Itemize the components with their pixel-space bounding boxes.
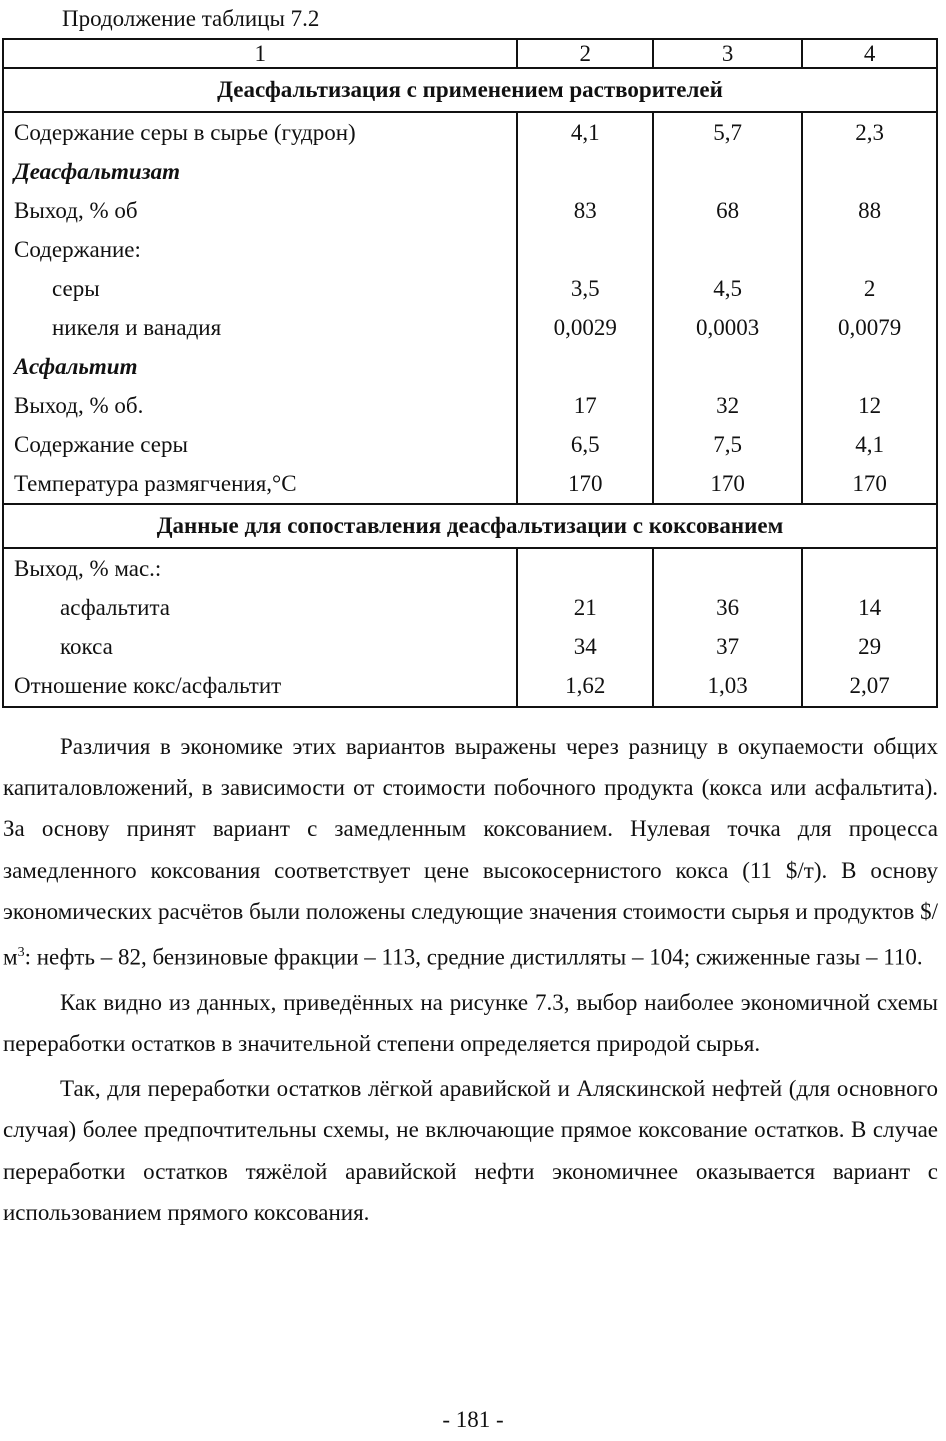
value-cell	[653, 152, 802, 191]
table-row	[3, 269, 937, 308]
value-cell	[517, 347, 653, 386]
value-cell: 34	[517, 627, 653, 666]
row-label: Содержание:	[3, 230, 517, 269]
value-cell	[802, 230, 937, 269]
paragraph-1	[3, 726, 938, 978]
row-label: асфальтита	[3, 588, 517, 627]
value-cell	[653, 230, 802, 269]
paragraph-2: Как видно из данных, приведённых на рисунке 7.3, выбор наиболее экономичной схемы переработки остатков в значительной степени определяется природой сырья.	[3, 989, 938, 1057]
header-cell: 1	[3, 39, 517, 68]
section2-body	[3, 548, 937, 707]
section-title-row	[3, 68, 937, 112]
value-cell: 2	[802, 269, 937, 308]
paragraph-1-text: Различия в экономике этих вариантов выражены через разницу в окупаемости общих капиталовложений, в зависимости от стоимости побочного продукта (кокса или асфальтита). За основу принят вариант с замедленным коксованием. Нулевая точка для процесса замедленного коксования соответствует цене высокосернистого кокса (11 $/т). В основу экономических расчётов были положены следующие значения стоимости сырья и продуктов $/м	[3, 734, 938, 970]
table-row	[3, 588, 937, 627]
table-row	[3, 191, 937, 230]
value-cell: 68	[653, 191, 802, 230]
table-row	[3, 464, 937, 504]
value-cell: 5,7	[653, 112, 802, 152]
row-label: Выход, % об	[3, 191, 517, 230]
value-cell: 12	[802, 386, 937, 425]
value-cell: 6,5	[517, 425, 653, 464]
value-cell	[517, 152, 653, 191]
value-cell: 4,1	[517, 112, 653, 152]
row-label: Асфальтит	[3, 347, 517, 386]
row-label: никеля и ванадия	[3, 308, 517, 347]
value-cell: 2,07	[802, 666, 937, 707]
value-cell	[653, 548, 802, 588]
table-row	[3, 666, 937, 707]
value-cell	[802, 152, 937, 191]
section1-body	[3, 112, 937, 504]
row-label: Температура размягчения,°С	[3, 464, 517, 504]
table-row	[3, 347, 937, 386]
table-row	[3, 112, 937, 152]
value-cell: 170	[517, 464, 653, 504]
value-cell: 0,0003	[653, 308, 802, 347]
value-cell: 32	[653, 386, 802, 425]
value-cell: 36	[653, 588, 802, 627]
row-label: Выход, % об.	[3, 386, 517, 425]
table-row	[3, 386, 937, 425]
table-row	[3, 308, 937, 347]
value-cell: 0,0029	[517, 308, 653, 347]
table-row	[3, 152, 937, 191]
value-cell	[517, 230, 653, 269]
row-label: Содержание серы	[3, 425, 517, 464]
header-cell: 3	[653, 39, 802, 68]
table-row	[3, 548, 937, 588]
table-header-row	[3, 39, 937, 68]
section-title: Данные для сопоставления деасфальтизации с коксованием	[3, 504, 937, 548]
value-cell: 83	[517, 191, 653, 230]
value-cell: 37	[653, 627, 802, 666]
row-label: Содержание серы в сырье (гудрон)	[3, 112, 517, 152]
body-text	[3, 726, 938, 1237]
row-label: кокса	[3, 627, 517, 666]
paragraph-3: Так, для переработки остатков лёгкой аравийской и Аляскинской нефтей (для основного случая) более предпочтительны схемы, не включающие прямое коксование остатков. В случае переработки остатков тяжёлой аравийской нефти экономичнее оказывается вариант с использованием прямого коксования.	[3, 1076, 938, 1225]
value-cell: 7,5	[653, 425, 802, 464]
value-cell: 29	[802, 627, 937, 666]
superscript: 3	[17, 945, 25, 961]
paragraph-1-text-end: : нефть – 82, бензиновые фракции – 113, средние дистилляты – 104; сжиженные газы – 110.	[24, 944, 923, 970]
value-cell	[802, 347, 937, 386]
value-cell: 170	[653, 464, 802, 504]
table-row	[3, 425, 937, 464]
value-cell: 2,3	[802, 112, 937, 152]
value-cell: 1,03	[653, 666, 802, 707]
value-cell: 0,0079	[802, 308, 937, 347]
value-cell	[802, 548, 937, 588]
section-title: Деасфальтизация с применением растворителей	[3, 68, 937, 112]
table-row	[3, 230, 937, 269]
value-cell	[653, 347, 802, 386]
value-cell	[517, 548, 653, 588]
table-caption: Продолжение таблицы 7.2	[62, 6, 320, 31]
page-number: - 181 -	[442, 1407, 504, 1432]
value-cell: 4,1	[802, 425, 937, 464]
value-cell: 14	[802, 588, 937, 627]
section-title-row	[3, 504, 937, 548]
row-label: Выход, % мас.:	[3, 548, 517, 588]
data-table	[2, 38, 938, 708]
row-label: Деасфальтизат	[3, 152, 517, 191]
header-cell: 4	[802, 39, 937, 68]
table-row	[3, 627, 937, 666]
value-cell: 21	[517, 588, 653, 627]
row-label: серы	[3, 269, 517, 308]
value-cell: 4,5	[653, 269, 802, 308]
row-label: Отношение кокс/асфальтит	[3, 666, 517, 707]
value-cell: 170	[802, 464, 937, 504]
value-cell: 17	[517, 386, 653, 425]
value-cell: 1,62	[517, 666, 653, 707]
value-cell: 3,5	[517, 269, 653, 308]
header-cell: 2	[517, 39, 653, 68]
value-cell: 88	[802, 191, 937, 230]
